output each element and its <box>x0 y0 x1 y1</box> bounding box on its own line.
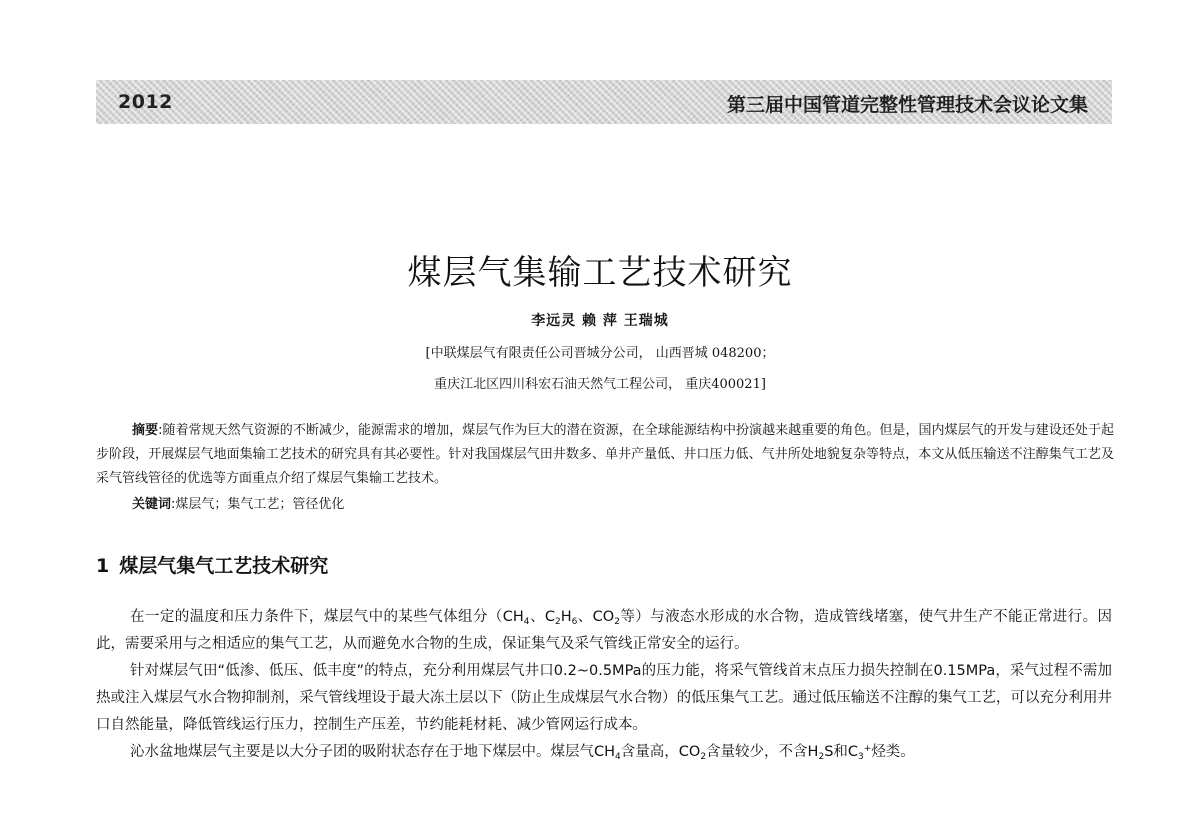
affiliation-line-2: 重庆江北区四川科宏石油天然气工程公司， 重庆400021] <box>434 377 766 392</box>
paragraph-3-text: S和C <box>824 744 859 760</box>
paragraph-3-text: 沁水盆地煤层气主要是以大分子团的吸附状态存在于地下煤层中。煤层气CH <box>130 744 616 760</box>
subscript: 6 <box>571 617 578 627</box>
paragraph-3-text: 含量较少，不含H <box>706 744 819 760</box>
running-header-proceedings-title: 第三届中国管道完整性管理技术会议论文集 <box>726 94 1088 116</box>
subscript: 4 <box>615 752 621 762</box>
body-text <box>96 604 1112 766</box>
paragraph-2: 针对煤层气田“低渗、低压、低丰度”的特点，充分利用煤层气井口0.2~0.5MPa的压力能，将采气管线首末点压力损失控制在0.15MPa，采气过程不需加热或注入煤层气水合物抑制剂，采气管线埋设于最大冻土层以下（防止生成煤层气水合物）的低压集气工艺。通过低压输送不注醇的集气工艺，可以充分利用井口自然能量，降低管线运行压力，控制生产压差，节约能耗材耗、减少管网运行成本。 <box>96 663 1112 733</box>
section-number: 1 <box>96 555 110 577</box>
subscript: 3 <box>858 752 864 762</box>
subscript: 4 <box>523 617 530 627</box>
keywords-label: 关键词 <box>132 497 172 512</box>
section-title: 煤层气集气工艺技术研究 <box>119 555 329 577</box>
abstract-text: :随着常规天然气资源的不断减少，能源需求的增加，煤层气作为巨大的潜在资源，在全球能源结构中扮演越来越重要的角色。但是，国内煤层气的开发与建设还处于起步阶段，开展煤层气地面集输工艺技术的研究具有其必要性。针对我国煤层气田井数多、单井产量低、井口压力低、气井所处地貌复杂等特点，本文从低压输送不注醇集气工艺及采气管线管径的优选等方面重点介绍了煤层气集输工艺技术。 <box>96 423 1114 486</box>
paragraph-3-text: 含量高，CO <box>620 744 701 760</box>
paragraph-1 <box>96 604 1112 658</box>
running-header-year: 2012 <box>118 91 173 113</box>
paragraph-3 <box>96 739 1112 766</box>
paper-authors: 李远灵 赖 萍 王瑞城 <box>531 313 669 329</box>
paragraph-1-text: H <box>560 609 572 625</box>
abstract-label: 摘要 <box>132 423 159 438</box>
paragraph-3-text: 烃类。 <box>871 744 915 760</box>
subscript: 2 <box>700 752 707 762</box>
paragraph-1-text: 在一定的温度和压力条件下，煤层气中的某些气体组分（CH <box>130 609 524 625</box>
paragraph-1-text: 、CO <box>577 609 615 625</box>
subscript: 2 <box>614 617 620 627</box>
section-heading <box>96 551 328 578</box>
affiliation-line-1: [中联煤层气有限责任公司晋城分公司， 山西晋城 048200； <box>425 346 775 361</box>
superscript: + <box>863 744 872 754</box>
keywords <box>132 493 344 512</box>
subscript: 2 <box>554 617 561 627</box>
subscript: 2 <box>818 752 825 762</box>
keywords-text: :煤层气；集气工艺；管径优化 <box>171 497 345 512</box>
abstract <box>96 419 1114 491</box>
paper-title: 煤层气集输工艺技术研究 <box>407 253 793 293</box>
paragraph-1-text: 、C <box>529 609 555 625</box>
paragraph-1-text: 等）与液态水形成的水合物，造成管线堵塞，使气井生产不能正常进行。因此，需要采用与之相适应的集气工艺，从而避免水合物的生成，保证集气及采气管线正常安全的运行。 <box>96 609 1112 652</box>
